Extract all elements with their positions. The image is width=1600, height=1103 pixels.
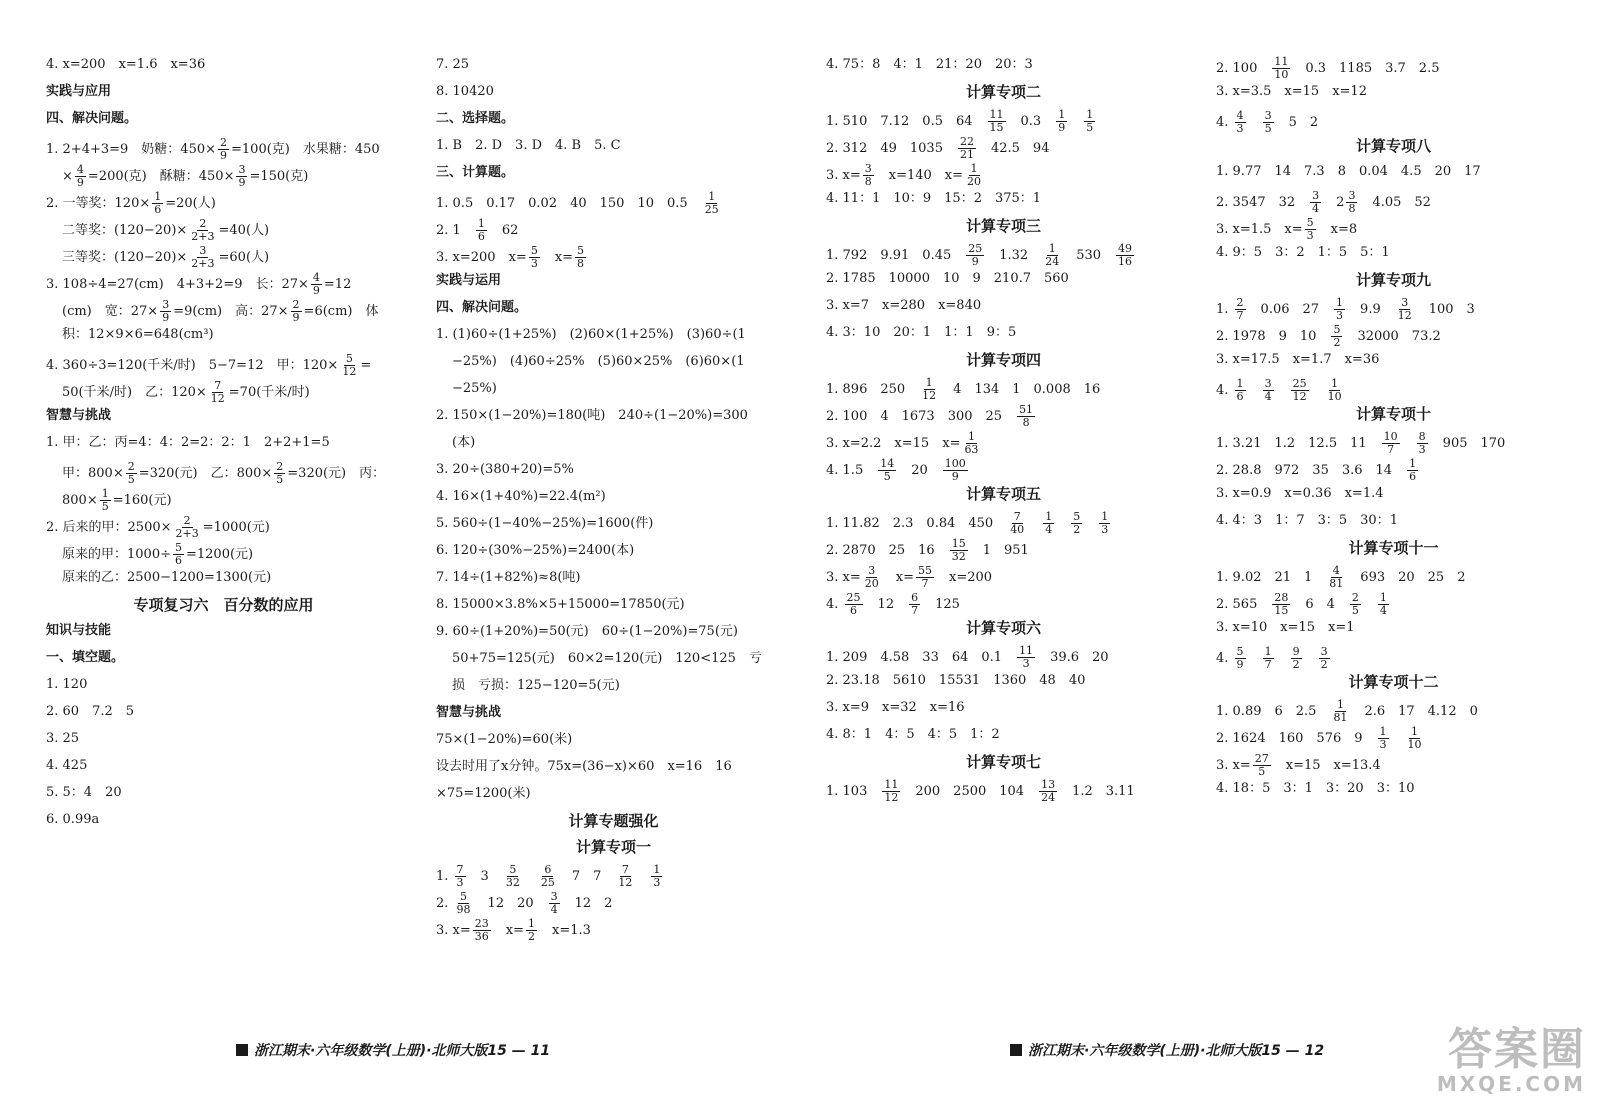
answer-line: 5. 5：4 20: [46, 785, 122, 800]
fraction: $\frac{3}{4}$: [1312, 189, 1320, 215]
answer-line: 4. 75：8 4：1 21：20 20：3: [826, 57, 1033, 72]
fraction: $\frac{8}{3}$: [1418, 430, 1426, 456]
answer-line: 1. 103 $\frac{11}{12}$ 200 2500 104 $\frac{13}{24}$ 1.2 3.11: [826, 778, 1135, 804]
section-title: 专项复习六 百分数的应用: [133, 596, 314, 614]
answer-line: 4. x=200 x=1.6 x=36: [46, 57, 206, 72]
answer-line: × $\frac{4}{9}$ =200(克) 酥糖：450× $\frac{3}{9}$ =150(克): [62, 163, 309, 189]
fraction: $\frac{1}{3}$: [1101, 510, 1109, 536]
answer-line: 损 亏损：125−120=5(元): [452, 678, 620, 693]
answer-line: 4. 1.5 $\frac{14}{5}$ 20 $\frac{100}{9}$: [826, 457, 966, 483]
answer-line: 4. 4：3 1：7 3：5 30：1: [1216, 513, 1398, 528]
fraction: $\frac{6}{7}$: [911, 591, 919, 617]
fraction: $\frac{3}{9}$: [162, 298, 170, 324]
answer-line: 8. 15000×3.8%×5+15000=17850(元): [436, 597, 685, 612]
fraction: $\frac{1}{6}$: [1409, 457, 1417, 483]
fraction: $\frac{2}{9}$: [220, 136, 228, 162]
watermark-sub: MXQE.COM: [1436, 1072, 1586, 1096]
fraction: $\frac{100}{9}$: [944, 457, 966, 483]
answer-line: 1. 0.89 6 2.5 $\frac{1}{81}$ 2.6 17 4.12 0: [1216, 698, 1478, 724]
answer-line: 4. $\frac{4}{3}$ $\frac{3}{5}$ 5 2: [1216, 109, 1319, 135]
fraction: $\frac{1}{6}$: [477, 217, 485, 243]
answer-line: 2. 100 $\frac{11}{10}$ 0.3 1185 3.7 2.5: [1216, 55, 1440, 81]
answer-line: 2. $\frac{5}{98}$ 12 20 $\frac{3}{4}$ 12 2: [436, 890, 613, 916]
answer-line: 1. 792 9.91 0.45 $\frac{25}{9}$ 1.32 $\frac{1}{24}$ 530 $\frac{49}{16}$: [826, 242, 1133, 268]
section-title: 计算专项六: [965, 619, 1041, 637]
section-title: 计算专项七: [965, 753, 1041, 771]
fraction: $\frac{1}{5}$: [101, 487, 109, 513]
page-footer-right: [1010, 1040, 1324, 1060]
answer-line: 三等奖：(120−20)× $\frac{3}{2+3}$ =60(人): [62, 244, 270, 270]
fraction: $\frac{2}{7}$: [1236, 296, 1244, 322]
answer-column-2: [436, 56, 791, 945]
answer-line: 原来的乙：2500−1200=1300(元): [62, 570, 272, 585]
answer-line: 5. 560÷(1−40%−25%)=1600(件): [436, 516, 654, 531]
fraction: $\frac{1}{12}$: [922, 376, 937, 402]
answer-line: 1. 510 7.12 0.5 64 $\frac{11}{15}$ 0.3 $\frac{1}{9}$ $\frac{1}{5}$: [826, 108, 1094, 134]
answer-line: 2. 3547 32 $\frac{3}{4}$ 2 $\frac{3}{8}$ 4.05 52: [1216, 189, 1431, 215]
fraction: $\frac{4}{3}$: [1236, 109, 1244, 135]
answer-line: 800× $\frac{1}{5}$ =160(元): [62, 487, 172, 513]
answer-line: 二等奖：(120−20)× $\frac{2}{2+3}$ =40(人): [62, 217, 270, 243]
fraction: $\frac{28}{15}$: [1274, 591, 1289, 617]
fraction: $\frac{3}{12}$: [1397, 296, 1412, 322]
answer-line: 3. 25: [46, 731, 80, 746]
fraction: $\frac{51}{8}$: [1019, 403, 1034, 429]
answer-line: 2. 100 4 1673 300 25 $\frac{51}{8}$: [826, 403, 1034, 429]
section-title: 计算专项九: [1355, 271, 1431, 289]
answer-line: 1. 2+4+3=9 奶糖：450× $\frac{2}{9}$ =100(克) 水果糖：450: [46, 136, 380, 162]
answer-line: 3. x=200 x= $\frac{5}{3}$ x= $\frac{5}{8}$: [436, 244, 585, 270]
answer-line: 2. 一等奖：120× $\frac{1}{6}$ =20(人): [46, 190, 216, 216]
fraction: $\frac{3}{4}$: [1264, 377, 1272, 403]
fraction: $\frac{5}{2}$: [1333, 323, 1341, 349]
answer-line: 3. x=9 x=32 x=16: [826, 700, 965, 715]
answer-line: 1. 9.77 14 7.3 8 0.04 4.5 20 17: [1216, 164, 1481, 179]
answer-line: 50(千米/时) 乙：120× $\frac{7}{12}$ =70(千米/时): [62, 379, 310, 405]
answer-line: 4. 360÷3=120(千米/时) 5−7=12 甲：120× $\frac{5}{12}$ =: [46, 352, 372, 378]
answer-line: 2. 565 $\frac{28}{15}$ 6 4 $\frac{2}{5}$ $\frac{1}{4}$: [1216, 591, 1387, 617]
answer-line: 2. 150×(1−20%)=180(吨) 240÷(1−20%)=300: [436, 408, 748, 423]
section-title: 计算专项十一: [1348, 539, 1439, 557]
fraction: $\frac{10}{7}$: [1383, 430, 1398, 456]
watermark-main: 答案圈: [1448, 1024, 1586, 1075]
answer-line: 4. 18：5 3：1 3：20 3：10: [1216, 781, 1415, 796]
answer-line: ×75=1200(米): [436, 786, 531, 801]
answer-line: 4. $\frac{25}{6}$ 12 $\frac{6}{7}$ 125: [826, 591, 960, 617]
fraction: $\frac{1}{4}$: [1379, 591, 1387, 617]
answer-line: 2. 2870 25 16 $\frac{15}{32}$ 1 951: [826, 537, 1029, 563]
fraction: $\frac{7}{40}$: [1010, 510, 1025, 536]
fraction: $\frac{2}{5}$: [127, 460, 135, 486]
answer-line: 8. 10420: [436, 84, 494, 99]
fraction: $\frac{1}{3}$: [1379, 725, 1387, 751]
fraction: $\frac{15}{32}$: [951, 537, 966, 563]
section-title: 计算专项四: [965, 351, 1041, 369]
fraction: $\frac{5}{12}$: [342, 352, 357, 378]
answer-line: 3. x= $\frac{3}{8}$ x=140 x= $\frac{1}{20}$: [826, 162, 982, 188]
fraction: $\frac{1}{20}$: [967, 162, 982, 188]
fraction: $\frac{4}{9}$: [76, 163, 84, 189]
answer-line: 1. B 2. D 3. D 4. B 5. C: [436, 138, 621, 153]
fraction: $\frac{1}{63}$: [964, 430, 979, 456]
answer-line: 1. 209 4.58 33 64 0.1 $\frac{11}{3}$ 39.6 20: [826, 644, 1109, 670]
answer-line: 1. 9.02 21 1 $\frac{4}{81}$ 693 20 25 2: [1216, 564, 1466, 590]
answer-line: 1. 3.21 1.2 12.5 11 $\frac{10}{7}$ $\frac{8}{3}$ 905 170: [1216, 430, 1506, 456]
fraction: $\frac{25}{6}$: [846, 591, 861, 617]
section-heading: 一、填空题。: [46, 650, 125, 665]
answer-line: (本): [452, 435, 476, 450]
answer-line: 3. x=7 x=280 x=840: [826, 298, 982, 313]
fraction: $\frac{25}{9}$: [968, 242, 983, 268]
fraction: $\frac{25}{12}$: [1292, 377, 1307, 403]
answer-line: 1. 11.82 2.3 0.84 450 $\frac{7}{40}$ $\frac{1}{4}$ $\frac{5}{2}$ $\frac{1}{3}$: [826, 510, 1109, 536]
fraction: $\frac{14}{5}$: [880, 457, 895, 483]
fraction: $\frac{1}{2}$: [528, 917, 535, 943]
footer-left-text: 浙江期末·六年级数学(上册)·北师大版15 — 11: [254, 1043, 551, 1059]
section-heading: 实践与应用: [46, 84, 112, 99]
answer-line: 1. 甲：乙：丙=4：4：2=2：2：1 2+2+1=5: [46, 435, 330, 450]
answer-line: 4. 16×(1+40%)=22.4(m²): [436, 489, 606, 504]
fraction: $\frac{5}{98}$: [456, 890, 471, 916]
fraction: $\frac{1}{4}$: [1045, 510, 1053, 536]
fraction: $\frac{5}{6}$: [174, 541, 182, 567]
fraction: $\frac{1}{5}$: [1086, 108, 1094, 134]
section-title: 计算专项十二: [1348, 673, 1439, 691]
answer-line: 4. $\frac{1}{6}$ $\frac{3}{4}$ $\frac{25}{12}$ $\frac{1}{10}$: [1216, 377, 1342, 403]
fraction: $\frac{1}{24}$: [1045, 242, 1060, 268]
fraction: $\frac{1}{9}$: [1058, 108, 1066, 134]
answer-line: 1. $\frac{7}{3}$ 3 $\frac{5}{32}$ $\frac{6}{25}$ 7 7 $\frac{7}{12}$ $\frac{1}{3}$: [436, 863, 661, 889]
watermark-logo: [1436, 1024, 1586, 1096]
answer-line: 2. 1 $\frac{1}{6}$ 62: [436, 217, 519, 243]
answer-line: −25%): [452, 381, 497, 396]
answer-line: 4. 9：5 3：2 1：5 5：1: [1216, 245, 1390, 260]
answer-line: 7. 25: [436, 57, 470, 72]
answer-line: 2. 312 49 1035 $\frac{22}{21}$ 42.5 94: [826, 135, 1050, 161]
fraction: $\frac{1}{10}$: [1327, 377, 1342, 403]
fraction: $\frac{5}{8}$: [577, 244, 585, 270]
fraction: $\frac{2}{9}$: [292, 298, 300, 324]
fraction: $\frac{2}{5}$: [1351, 591, 1359, 617]
section-heading: 知识与技能: [46, 623, 112, 638]
fraction: $\frac{49}{16}$: [1118, 242, 1133, 268]
fraction: $\frac{5}{32}$: [505, 863, 520, 889]
footer-square-icon: [236, 1044, 248, 1056]
answer-line: 原来的甲：1000÷ $\frac{5}{6}$ =1200(元): [62, 541, 254, 567]
answer-line: 4. $\frac{5}{9}$ $\frac{1}{7}$ $\frac{9}{2}$ $\frac{3}{2}$: [1216, 645, 1328, 671]
fraction: $\frac{3}{5}$: [1264, 109, 1272, 135]
fraction: $\frac{1}{6}$: [1236, 377, 1244, 403]
fraction: $\frac{5}{3}$: [1306, 216, 1314, 242]
answer-line: 2. 1624 160 576 9 $\frac{1}{3}$ $\frac{1}{10}$: [1216, 725, 1422, 751]
section-heading: 四、解决问题。: [436, 300, 528, 315]
answer-line: 3. x=17.5 x=1.7 x=36: [1216, 352, 1380, 367]
answer-line: 4. 8：1 4：5 4：5 1：2: [826, 727, 1000, 742]
fraction: $\frac{3}{8}$: [1348, 189, 1356, 215]
footer-square-icon: [1010, 1044, 1022, 1056]
fraction: $\frac{3}{8}$: [864, 162, 872, 188]
answer-line: 1. (1)60÷(1+25%) (2)60×(1+25%) (3)60÷(1: [436, 327, 746, 342]
answer-column-4: [1216, 56, 1571, 807]
fraction: $\frac{11}{3}$: [1019, 644, 1034, 670]
fraction: $\frac{5}{9}$: [1236, 645, 1244, 671]
fraction: $\frac{11}{12}$: [884, 778, 899, 804]
fraction: $\frac{22}{21}$: [959, 135, 974, 161]
fraction: $\frac{1}{3}$: [653, 863, 661, 889]
fraction: $\frac{9}{2}$: [1292, 645, 1300, 671]
section-heading: 四、解决问题。: [46, 111, 138, 126]
fraction: $\frac{1}{81}$: [1333, 698, 1348, 724]
answer-line: 3. x= $\frac{23}{36}$ x= $\frac{1}{2}$ x=1.3: [436, 917, 591, 943]
answer-line: 2. 23.18 5610 15531 1360 48 40: [826, 673, 1086, 688]
answer-line: 9. 60÷(1+20%)=50(元) 60÷(1−20%)=75(元): [436, 624, 738, 639]
answer-column-3: [826, 56, 1181, 806]
section-heading: 三、计算题。: [436, 165, 515, 180]
fraction: $\frac{1}{6}$: [154, 190, 162, 216]
fraction: $\frac{3}{2}$: [1320, 645, 1328, 671]
section-title: 计算专项十: [1355, 405, 1431, 423]
fraction: $\frac{3}{2+3}$: [191, 244, 215, 270]
answer-line: 50+75=125(元) 60×2=120(元) 120<125 亏: [452, 651, 762, 666]
answer-line: 7. 14÷(1+82%)≈8(吨): [436, 570, 581, 585]
answer-line: 3. x=1.5 x= $\frac{5}{3}$ x=8: [1216, 216, 1358, 242]
fraction: $\frac{1}{10}$: [1407, 725, 1422, 751]
fraction: $\frac{3}{20}$: [864, 564, 879, 590]
answer-line: 2. 后来的甲：2500× $\frac{2}{2+3}$ =1000(元): [46, 514, 270, 540]
fraction: $\frac{4}{81}$: [1329, 564, 1344, 590]
answer-line: 甲：800× $\frac{2}{5}$ =320(元) 乙：800× $\frac{2}{5}$ =320(元) 丙：: [62, 460, 386, 486]
answer-line: 1. $\frac{2}{7}$ 0.06 27 $\frac{1}{3}$ 9.9 $\frac{3}{12}$ 100 3: [1216, 296, 1475, 322]
answer-line: 1. 0.5 0.17 0.02 40 150 10 0.5 $\frac{1}{25}$: [436, 190, 719, 216]
fraction: $\frac{2}{2+3}$: [191, 217, 215, 243]
fraction: $\frac{11}{15}$: [989, 108, 1004, 134]
fraction: $\frac{4}{9}$: [312, 271, 320, 297]
page-footer-left: [236, 1040, 550, 1060]
answer-line: 3. x=2.2 x=15 x= $\frac{1}{63}$: [826, 430, 979, 456]
answer-line: 4. 3：10 20：1 1：1 9：5: [826, 325, 1017, 340]
section-heading: 实践与运用: [436, 273, 502, 288]
fraction: $\frac{6}{25}$: [540, 863, 555, 889]
fraction: $\frac{11}{10}$: [1274, 55, 1289, 81]
answer-line: 3. 108÷4=27(cm) 4+3+2=9 长：27× $\frac{4}{9}$ =12: [46, 271, 352, 297]
answer-line: 3. x=0.9 x=0.36 x=1.4: [1216, 486, 1384, 501]
fraction: $\frac{2}{2+3}$: [175, 514, 199, 540]
fraction: $\frac{3}{9}$: [238, 163, 246, 189]
section-title: 计算专项八: [1355, 137, 1431, 155]
answer-line: 3. x=3.5 x=15 x=12: [1216, 84, 1367, 99]
answer-column-1: [46, 56, 401, 838]
fraction: $\frac{5}{2}$: [1073, 510, 1081, 536]
answer-line: 4. 11：1 10：9 15：2 375：1: [826, 191, 1042, 206]
section-heading: 二、选择题。: [436, 111, 515, 126]
answer-line: 设去时用了x分钟。75x=(36−x)×60 x=16 16: [436, 759, 732, 774]
answer-line: 1. 896 250 $\frac{1}{12}$ 4 134 1 0.008 16: [826, 376, 1101, 402]
section-heading: 智慧与挑战: [436, 705, 502, 720]
fraction: $\frac{7}{12}$: [210, 379, 225, 405]
section-title: 计算专项三: [965, 217, 1041, 235]
footer-right-text: 浙江期末·六年级数学(上册)·北师大版15 — 12: [1028, 1043, 1325, 1059]
answer-line: 2. 1785 10000 10 9 210.7 560: [826, 271, 1069, 286]
fraction: $\frac{27}{5}$: [1254, 752, 1269, 778]
fraction: $\frac{23}{36}$: [474, 917, 489, 943]
answer-line: 3. 20÷(380+20)=5%: [436, 462, 574, 477]
fraction: $\frac{1}{7}$: [1264, 645, 1272, 671]
section-title: 计算专题强化: [568, 812, 659, 830]
answer-line: 2. 60 7.2 5: [46, 704, 135, 719]
answer-line: 3. x= $\frac{27}{5}$ x=15 x=13.4: [1216, 752, 1381, 778]
answer-line: 6. 0.99a: [46, 812, 100, 827]
answer-line: 积：12×9×6=648(cm³): [62, 327, 214, 342]
fraction: $\frac{1}{3}$: [1336, 296, 1344, 322]
fraction: $\frac{5}{3}$: [530, 244, 538, 270]
answer-line: 6. 120÷(30%−25%)=2400(本): [436, 543, 635, 558]
answer-line: 2. 1978 9 10 $\frac{5}{2}$ 32000 73.2: [1216, 323, 1441, 349]
answer-line: 2. 28.8 972 35 3.6 14 $\frac{1}{6}$: [1216, 457, 1417, 483]
section-title: 计算专项二: [965, 83, 1041, 101]
fraction: $\frac{2}{5}$: [276, 460, 284, 486]
answer-line: 4. 425: [46, 758, 88, 773]
section-title: 计算专项一: [575, 838, 651, 856]
section-title: 计算专项五: [965, 485, 1041, 503]
answer-line: 3. x=10 x=15 x=1: [1216, 620, 1355, 635]
section-heading: 智慧与挑战: [46, 408, 112, 423]
fraction: $\frac{55}{7}$: [918, 564, 932, 590]
answer-line: 75×(1−20%)=60(米): [436, 732, 573, 747]
fraction: $\frac{3}{4}$: [550, 890, 558, 916]
fraction: $\frac{1}{25}$: [704, 190, 719, 216]
answer-line: 3. x= $\frac{3}{20}$ x= $\frac{55}{7}$ x=200: [826, 564, 993, 590]
answer-line: (cm) 宽：27× $\frac{3}{9}$ =9(cm) 高：27× $\frac{2}{9}$ =6(cm) 体: [62, 298, 379, 324]
fraction: $\frac{7}{12}$: [618, 863, 633, 889]
answer-line: 1. 120: [46, 677, 88, 692]
fraction: $\frac{13}{24}$: [1041, 778, 1056, 804]
fraction: $\frac{7}{3}$: [456, 863, 464, 889]
answer-line: −25%) (4)60÷25% (5)60×25% (6)60×(1: [452, 354, 745, 369]
